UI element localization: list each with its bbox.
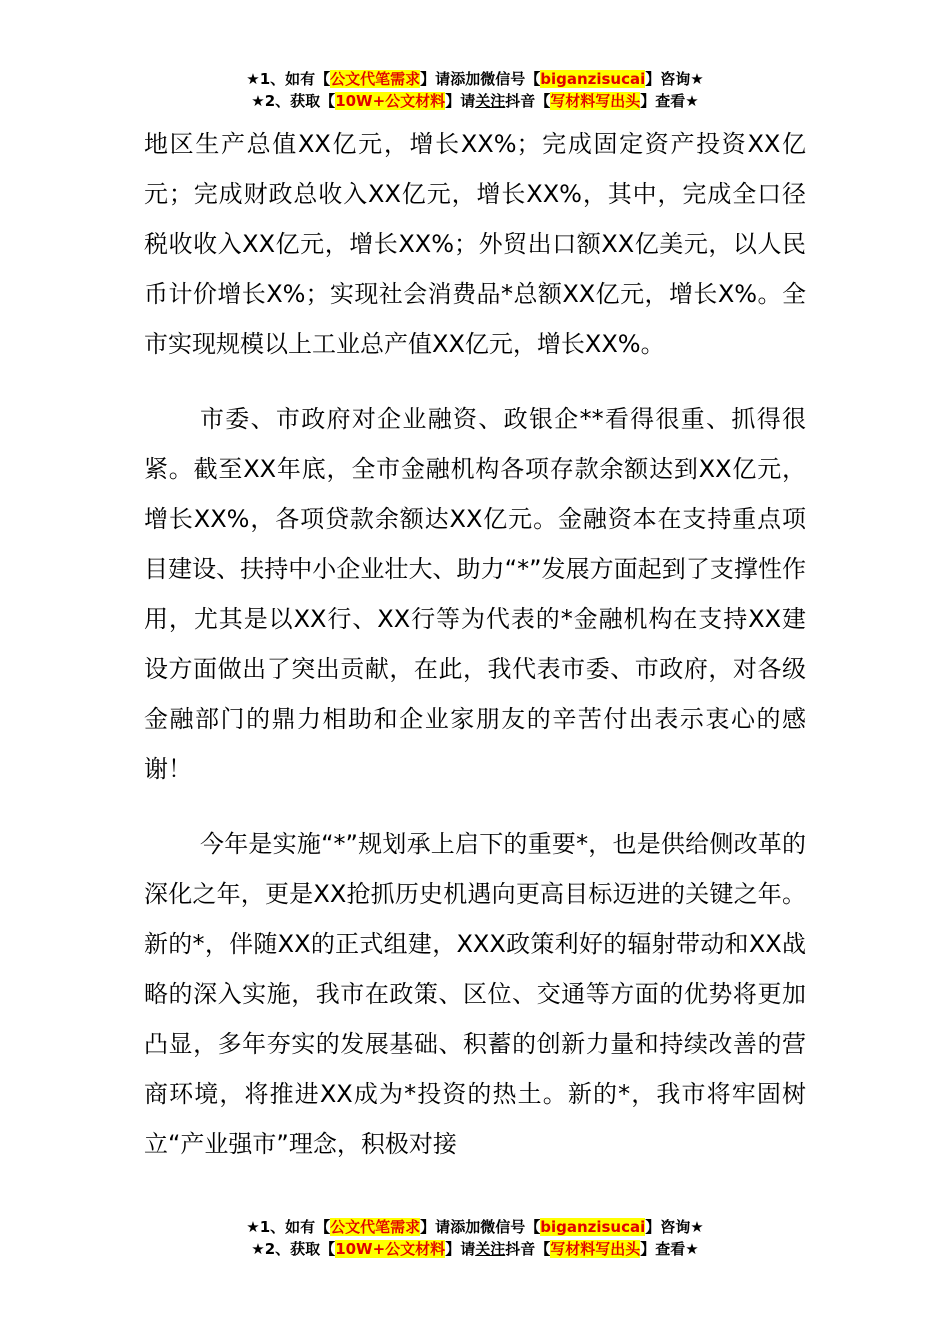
paragraph-finance: 市委、市政府对企业融资、政银企**看得很重、抓得很紧。截至XX年底，全市金融机构各项存款余额达到XX亿元，增长XX%，各项贷款余额达XX亿元。金融资本在支持重点项目建设、扶持中小企业壮大、助力“*”发展方面起到了支撑性作用，尤其是以XX行、XX行等为代表的*金融机构在支持XX建设方面做出了突出贡献，在此，我代表市委、市政府，对各级金融部门的鼎力相助和企业家朋友的辛苦付出表示衷心的感谢！ xyxy=(144,405,806,783)
promo-line-2: ★2、获取【10W+公文材料】请关注抖音【写材料写出头】查看★ xyxy=(251,1240,699,1258)
promo-banner-bottom xyxy=(0,1216,950,1260)
highlight-service: 公文代笔需求 xyxy=(330,1218,421,1236)
paragraph-outlook: 今年是实施“*”规划承上启下的重要*，也是供给侧改革的深化之年，更是XX抢抓历史机遇向更高目标迈进的关键之年。新的*，伴随XX的正式组建，XXX政策利好的辐射带动和XX战略的深入实施，我市在政策、区位、交通等方面的优势将更加凸显，多年夯实的发展基础、积蓄的创新力量和持续改善的营商环境，将推进XX成为*投资的热土。新的*，我市将牢固树立“产业强市”理念，积极对接 xyxy=(144,830,806,1158)
promo-line-2: ★2、获取【10W+公文材料】请关注抖音【写材料写出头】查看★ xyxy=(251,92,699,110)
promo-banner-top xyxy=(0,68,950,112)
highlight-wechat-id: biganzisucai xyxy=(540,1218,646,1236)
highlight-materials: 10W+公文材料 xyxy=(335,92,446,110)
highlight-service: 公文代笔需求 xyxy=(330,70,421,88)
promo-line-1: ★1、如有【公文代笔需求】请添加微信号【biganzisucai】咨询★ xyxy=(246,70,704,88)
highlight-douyin-id: 写材料写出头 xyxy=(550,92,641,110)
promo-line-1: ★1、如有【公文代笔需求】请添加微信号【biganzisucai】咨询★ xyxy=(246,1218,704,1236)
highlight-douyin-id: 写材料写出头 xyxy=(550,1240,641,1258)
highlight-materials: 10W+公文材料 xyxy=(335,1240,446,1258)
paragraph-economy: 地区生产总值XX亿元，增长XX%；完成固定资产投资XX亿元；完成财政总收入XX亿元，增长XX%，其中，完成全口径税收收入XX亿元，增长XX%；外贸出口额XX亿美元，以人民币计价增长X%；实现社会消费品*总额XX亿元，增长X%。全市实现规模以上工业总产值XX亿元，增长XX%。 xyxy=(144,130,806,358)
document-body xyxy=(144,119,806,1194)
highlight-wechat-id: biganzisucai xyxy=(540,70,646,88)
